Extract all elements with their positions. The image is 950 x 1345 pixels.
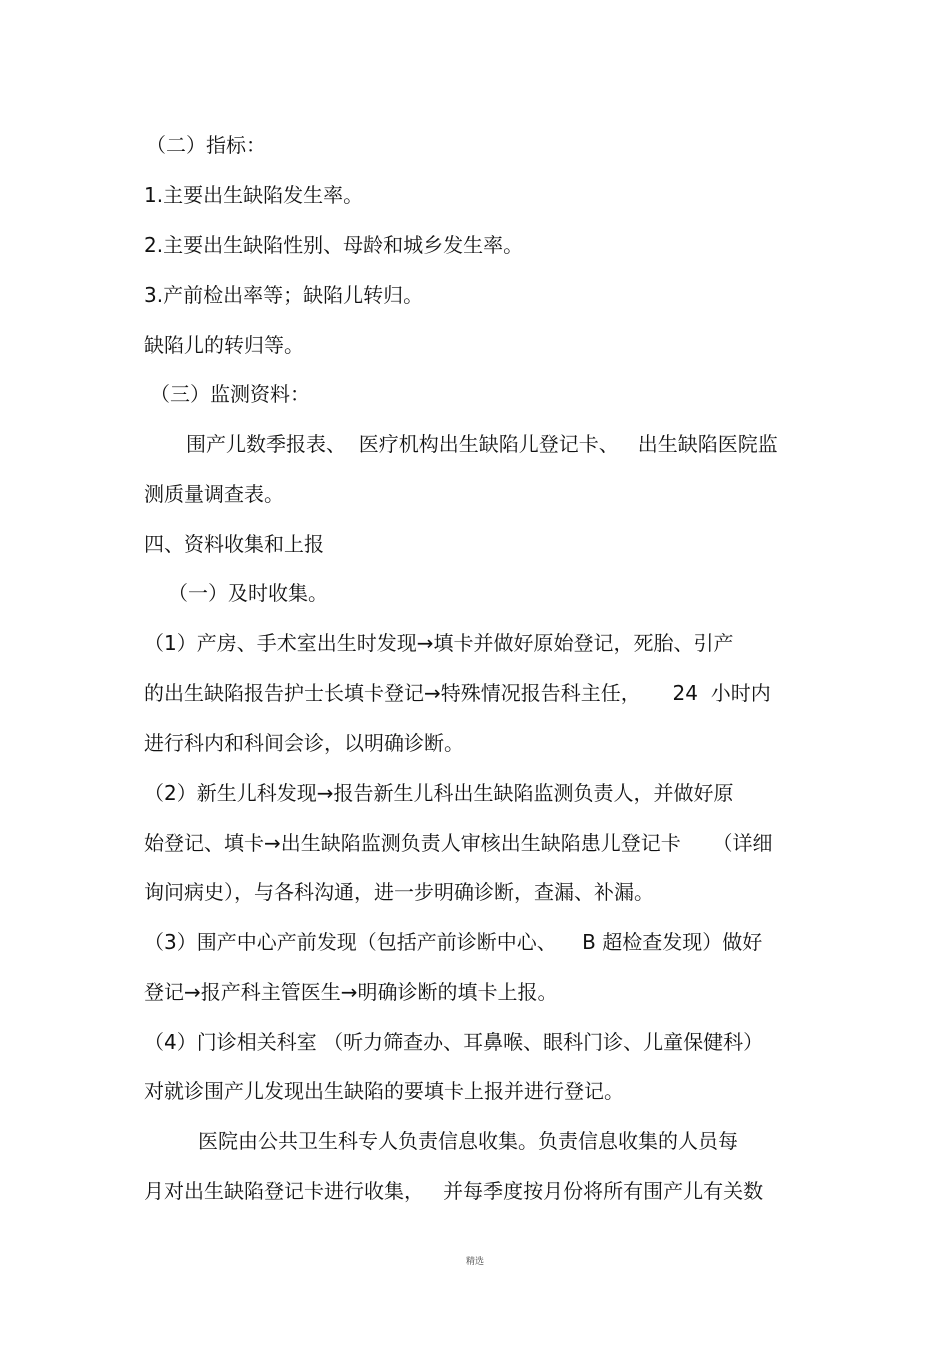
body-text-line: （3）围产中心产前发现（包括产前诊断中心、 B 超检查发现）做好: [144, 930, 763, 954]
body-text-line: 进行科内和科间会诊，以明确诊断。: [144, 731, 464, 755]
body-text-line: 始登记、填卡→出生缺陷监测负责人审核出生缺陷患儿登记卡 （详细: [144, 831, 773, 855]
body-text-line: 医院由公共卫生科专人负责信息收集。负责信息收集的人员每: [198, 1129, 738, 1153]
body-text-line: 登记→报产科主管医生→明确诊断的填卡上报。: [144, 980, 558, 1004]
list-item: 1.主要出生缺陷发生率。: [144, 183, 364, 207]
list-item: 3.产前检出率等；缺陷儿转归。: [144, 283, 424, 307]
body-text-line: 缺陷儿的转归等。: [144, 333, 304, 357]
body-text-line: （1）产房、手术室出生时发现→填卡并做好原始登记，死胎、引产: [144, 631, 734, 655]
body-text-line: 月对出生缺陷登记卡进行收集， 并每季度按月份将所有围产儿有关数: [144, 1179, 764, 1203]
section-heading-collection: 四、资料收集和上报: [144, 532, 324, 556]
section-heading-indicators: （二）指标：: [146, 133, 266, 157]
body-text-line: 询问病史），与各科沟通，进一步明确诊断，查漏、补漏。: [144, 880, 654, 904]
body-text-line: 对就诊围产儿发现出生缺陷的要填卡上报并进行登记。: [144, 1079, 624, 1103]
body-text-line: 的出生缺陷报告护士长填卡登记→特殊情况报告科主任， 24 小时内: [144, 681, 771, 705]
body-text-line: 围产儿数季报表、 医疗机构出生缺陷儿登记卡、 出生缺陷医院监: [186, 432, 778, 456]
body-text-line: 测质量调查表。: [144, 482, 284, 506]
page-footer: 精选: [465, 1257, 484, 1267]
subsection-heading: （一）及时收集。: [168, 581, 328, 605]
body-text-line: （4）门诊相关科室 （听力筛查办、耳鼻喉、眼科门诊、儿童保健科）: [144, 1030, 764, 1054]
list-item: 2.主要出生缺陷性别、母龄和城乡发生率。: [144, 233, 524, 257]
section-heading-materials: （三）监测资料：: [150, 382, 310, 406]
body-text-line: （2）新生儿科发现→报告新生儿科出生缺陷监测负责人，并做好原: [144, 781, 734, 805]
